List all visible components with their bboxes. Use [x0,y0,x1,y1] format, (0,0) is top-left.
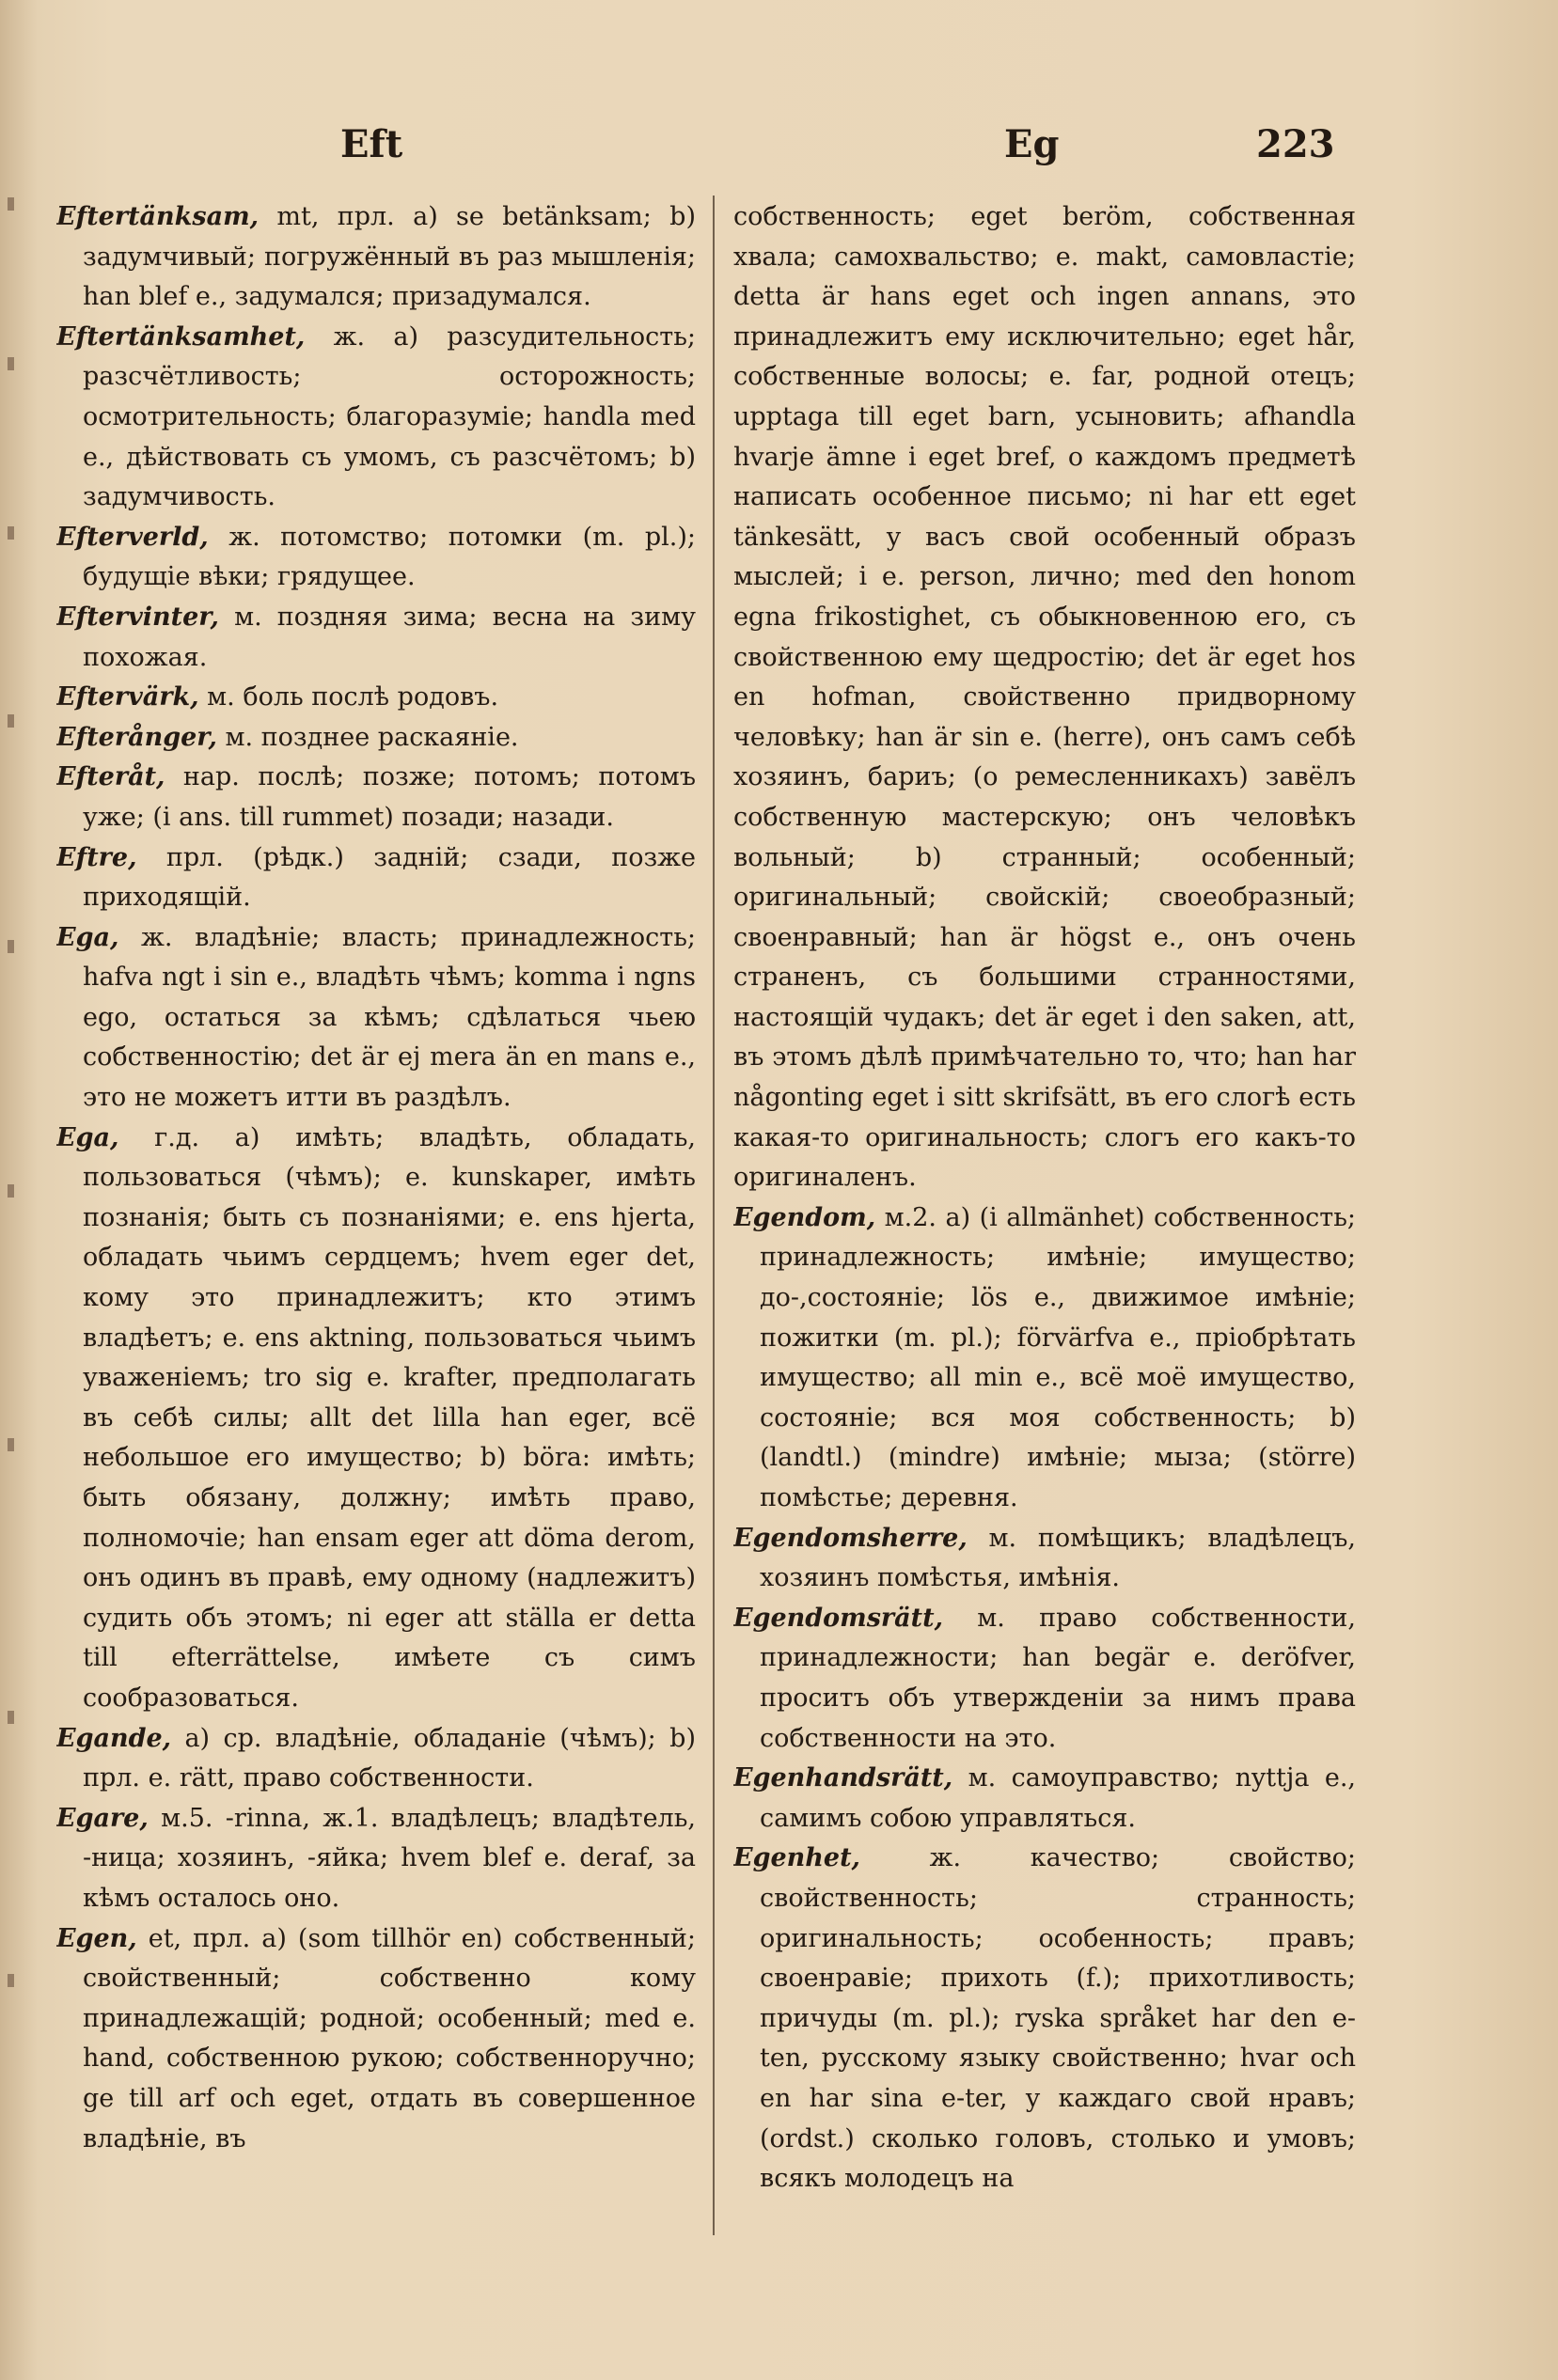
dictionary-entry [56,1119,696,1719]
entry-text: г.д. a) имѣть; владѣть, обладать, пользоваться (чѣмъ); e. kunskaper, имѣть познанія; быть съ познаніями; e. ens hjerta, обладать чьимъ сердцемъ; hvem eger det, кому это принадлежитъ; кто этимъ владѣетъ; e. ens aktning, пользоваться чьимъ уваженіемъ; tro sig e. krafter, предполагать въ себѣ силы; allt det lilla han eger, всё небольшое его имущество; b) böra: имѣть; быть обязану, должну; имѣть право, полномочіе; han ensam eger att döma derom, онъ одинъ въ правѣ, ему одному (надлежитъ) судить объ этомъ; ni eger att ställa er detta till efterrättelse, имѣете съ симъ сообразоваться. [83,1122,696,1713]
headword: Eftervärk, [56,682,199,712]
headword: Egendomsrätt, [733,1603,943,1633]
headword: Egare, [56,1803,149,1833]
entry-text: м. поздняя зима; весна на зиму похожая. [83,602,696,672]
headword: Efterånger, [56,722,217,752]
entry-text: м.2. a) (i allmänhet) собственность; принадлежность; имѣніе; имущество; до-,состояніе; lös e., движимое имѣніе; пожитки (m. pl.); förvärfva e., пріобрѣтать имущество; all min e., всё моё имущество, состояніе; вся моя собственность; b) (landtl.) (mindre) имѣніе; мыза; (större) помѣстье; деревня. [760,1202,1356,1512]
dictionary-entry [56,918,696,1119]
entry-text: нар. послѣ; позже; потомъ; потомъ уже; (i ans. till rummet) позади; назади. [83,762,696,832]
right-guide-word: Eg [1004,122,1060,166]
entry-text: м. самоуправство; nyttja e., самимъ собою управляться. [760,1763,1356,1833]
dictionary-entry [733,1599,1356,1759]
headword: Efteråt, [56,762,165,792]
entry-text: ж. качество; свойство; свойственность; странность; оригинальность; особенность; правъ; своенравіе; прихоть (f.); прихотливость; причуды (m. pl.); ryska språket har den e-ten, русскому языку свойственно; hvar och en har sina e-ter, у каждаго свой нравъ; (ordst.) сколько головъ, столько и умовъ; всякъ молодецъ на [760,1843,1356,2194]
margin-mark [8,357,14,370]
entry-text: собственность; eget beröm, собственная хвала; самохвальство; e. makt, самовластіе; detta är hans eget och ingen annans, это принадлежитъ ему исключительно; eget hår, собственные волосы; e. far, родной отецъ; upptaga till eget barn, усыновить; afhandla hvarje ämne i eget bref, о каждомъ предметѣ написать особенное письмо; ni har ett eget tänkesätt, у васъ свой особенный образъ мыслей; i e. person, лично; med den honom egna frikostighet, съ обыкновенною его, съ свойственною ему щедростію; det är eget hos en hofman, свойственно придворному человѣку; han är sin e. (herre), онъ самъ себѣ хозяинъ, бариъ; (о ремесленникахъ) завёлъ собственную мастерскую; онъ человѣкъ вольный; b) странный; особенный; оригинальный; свойскій; своеобразный; своенравный; han är högst e., онъ очень страненъ, съ большими странностями, настоящій чудакъ; det är eget i den saken, att, въ этомъ дѣлѣ примѣчательно то, что; han har någonting eget i sitt skrifsätt, въ его слогѣ есть какая-то оригинальность; слогъ его какъ-то оригиналенъ. [733,202,1356,1193]
entry-text: м. боль послѣ родовъ. [198,682,499,712]
left-guide-word: Eft [340,122,403,166]
dictionary-entry [733,1839,1356,2199]
headword: Eftre, [56,842,137,872]
right-column [733,197,1356,2265]
entry-text: ж. потомство; потомки (m. pl.); будущіе вѣки; грядущее. [83,522,696,592]
dictionary-entry [56,318,696,518]
dictionary-entry [56,678,696,718]
entry-text: a) ср. владѣніе, обладаніе (чѣмъ); b) прл. e. rätt, право собственности. [83,1723,696,1793]
dictionary-entry [56,718,696,759]
entry-text: м. право собственности, принадлежности; han begär e. deröfver, проситъ объ утвержденіи за нимъ права собственности на это. [760,1603,1356,1753]
page-number: 223 [1256,122,1335,166]
headword: Eftervinter, [56,602,219,632]
dictionary-entry [733,1198,1356,1519]
margin-mark [8,1974,14,1987]
headword: Egenhet, [733,1843,860,1873]
headword: Ega, [56,1122,119,1152]
margin-mark [8,714,14,728]
left-column [56,197,696,2265]
headword: Eftertänksam, [56,202,260,231]
entry-text: ж. a) разсудительность; разсчётливость; осторожность; осмотрительность; благоразуміе; handla med e., дѣйствовать съ умомъ, съ разсчётомъ; b) задумчивость. [83,321,696,512]
headword: Ega, [56,922,119,952]
entry-text: прл. (рѣдк.) задній; сзади, позже приходящій. [83,842,696,913]
dictionary-entry-continuation [733,197,1356,1198]
headword: Egendomsherre, [733,1523,968,1553]
headword: Eftertänksamhet, [56,321,306,352]
dictionary-entry [733,1519,1356,1599]
headword: Egendom, [733,1202,876,1232]
headword: Egen, [56,1923,137,1953]
margin-mark [8,526,14,540]
dictionary-entry [56,518,696,598]
margin-mark [8,1711,14,1724]
dictionary-entry [56,1919,696,2160]
margin-mark [8,197,14,211]
dictionary-entry [56,1799,696,1919]
entry-text: м.5. -rinna, ж.1. владѣлецъ; владѣтель, -ница; хозяинъ, -яйка; hvem blef e. deraf, за кѣмъ осталось оно. [83,1803,696,1913]
dictionary-entry [56,197,696,318]
entry-text: м. помѣщикъ; владѣлецъ, хозяинъ помѣстья, имѣнія. [760,1523,1356,1593]
margin-mark [8,1438,14,1451]
entry-text: м. позднее раскаяніе. [216,722,519,752]
dictionary-entry [56,838,696,918]
headword: Efterverld, [56,522,209,552]
dictionary-entry [56,598,696,678]
column-divider [713,196,715,2235]
dictionary-entry [56,1719,696,1799]
entry-text: et, прл. a) (som tillhör en) собственный; свойственный; собственно кому принадлежащій; родной; особенный; med e. hand, собственною рукою; собственноручно; ge till arf och eget, отдать въ совершенное владѣніе, въ [83,1923,696,2153]
entry-text: ж. владѣніе; власть; принадлежность; hafva ngt i sin e., владѣть чѣмъ; komma i ngns ego, остаться за кѣмъ; сдѣлаться чьею собственностію; det är ej mera än en mans e., это не можетъ итти въ раздѣлъ. [83,922,696,1113]
headword: Egenhandsrätt, [733,1763,953,1793]
margin-mark [8,940,14,953]
dictionary-entry [733,1759,1356,1839]
dictionary-entry [56,758,696,838]
page-header [0,122,1558,179]
headword: Egande, [56,1723,172,1753]
entry-text: mt, прл. a) se betänksam; b) задумчивый; погружённый въ раз мышленія; han blef e., задумался; призадумался. [83,202,696,312]
margin-mark [8,1184,14,1198]
